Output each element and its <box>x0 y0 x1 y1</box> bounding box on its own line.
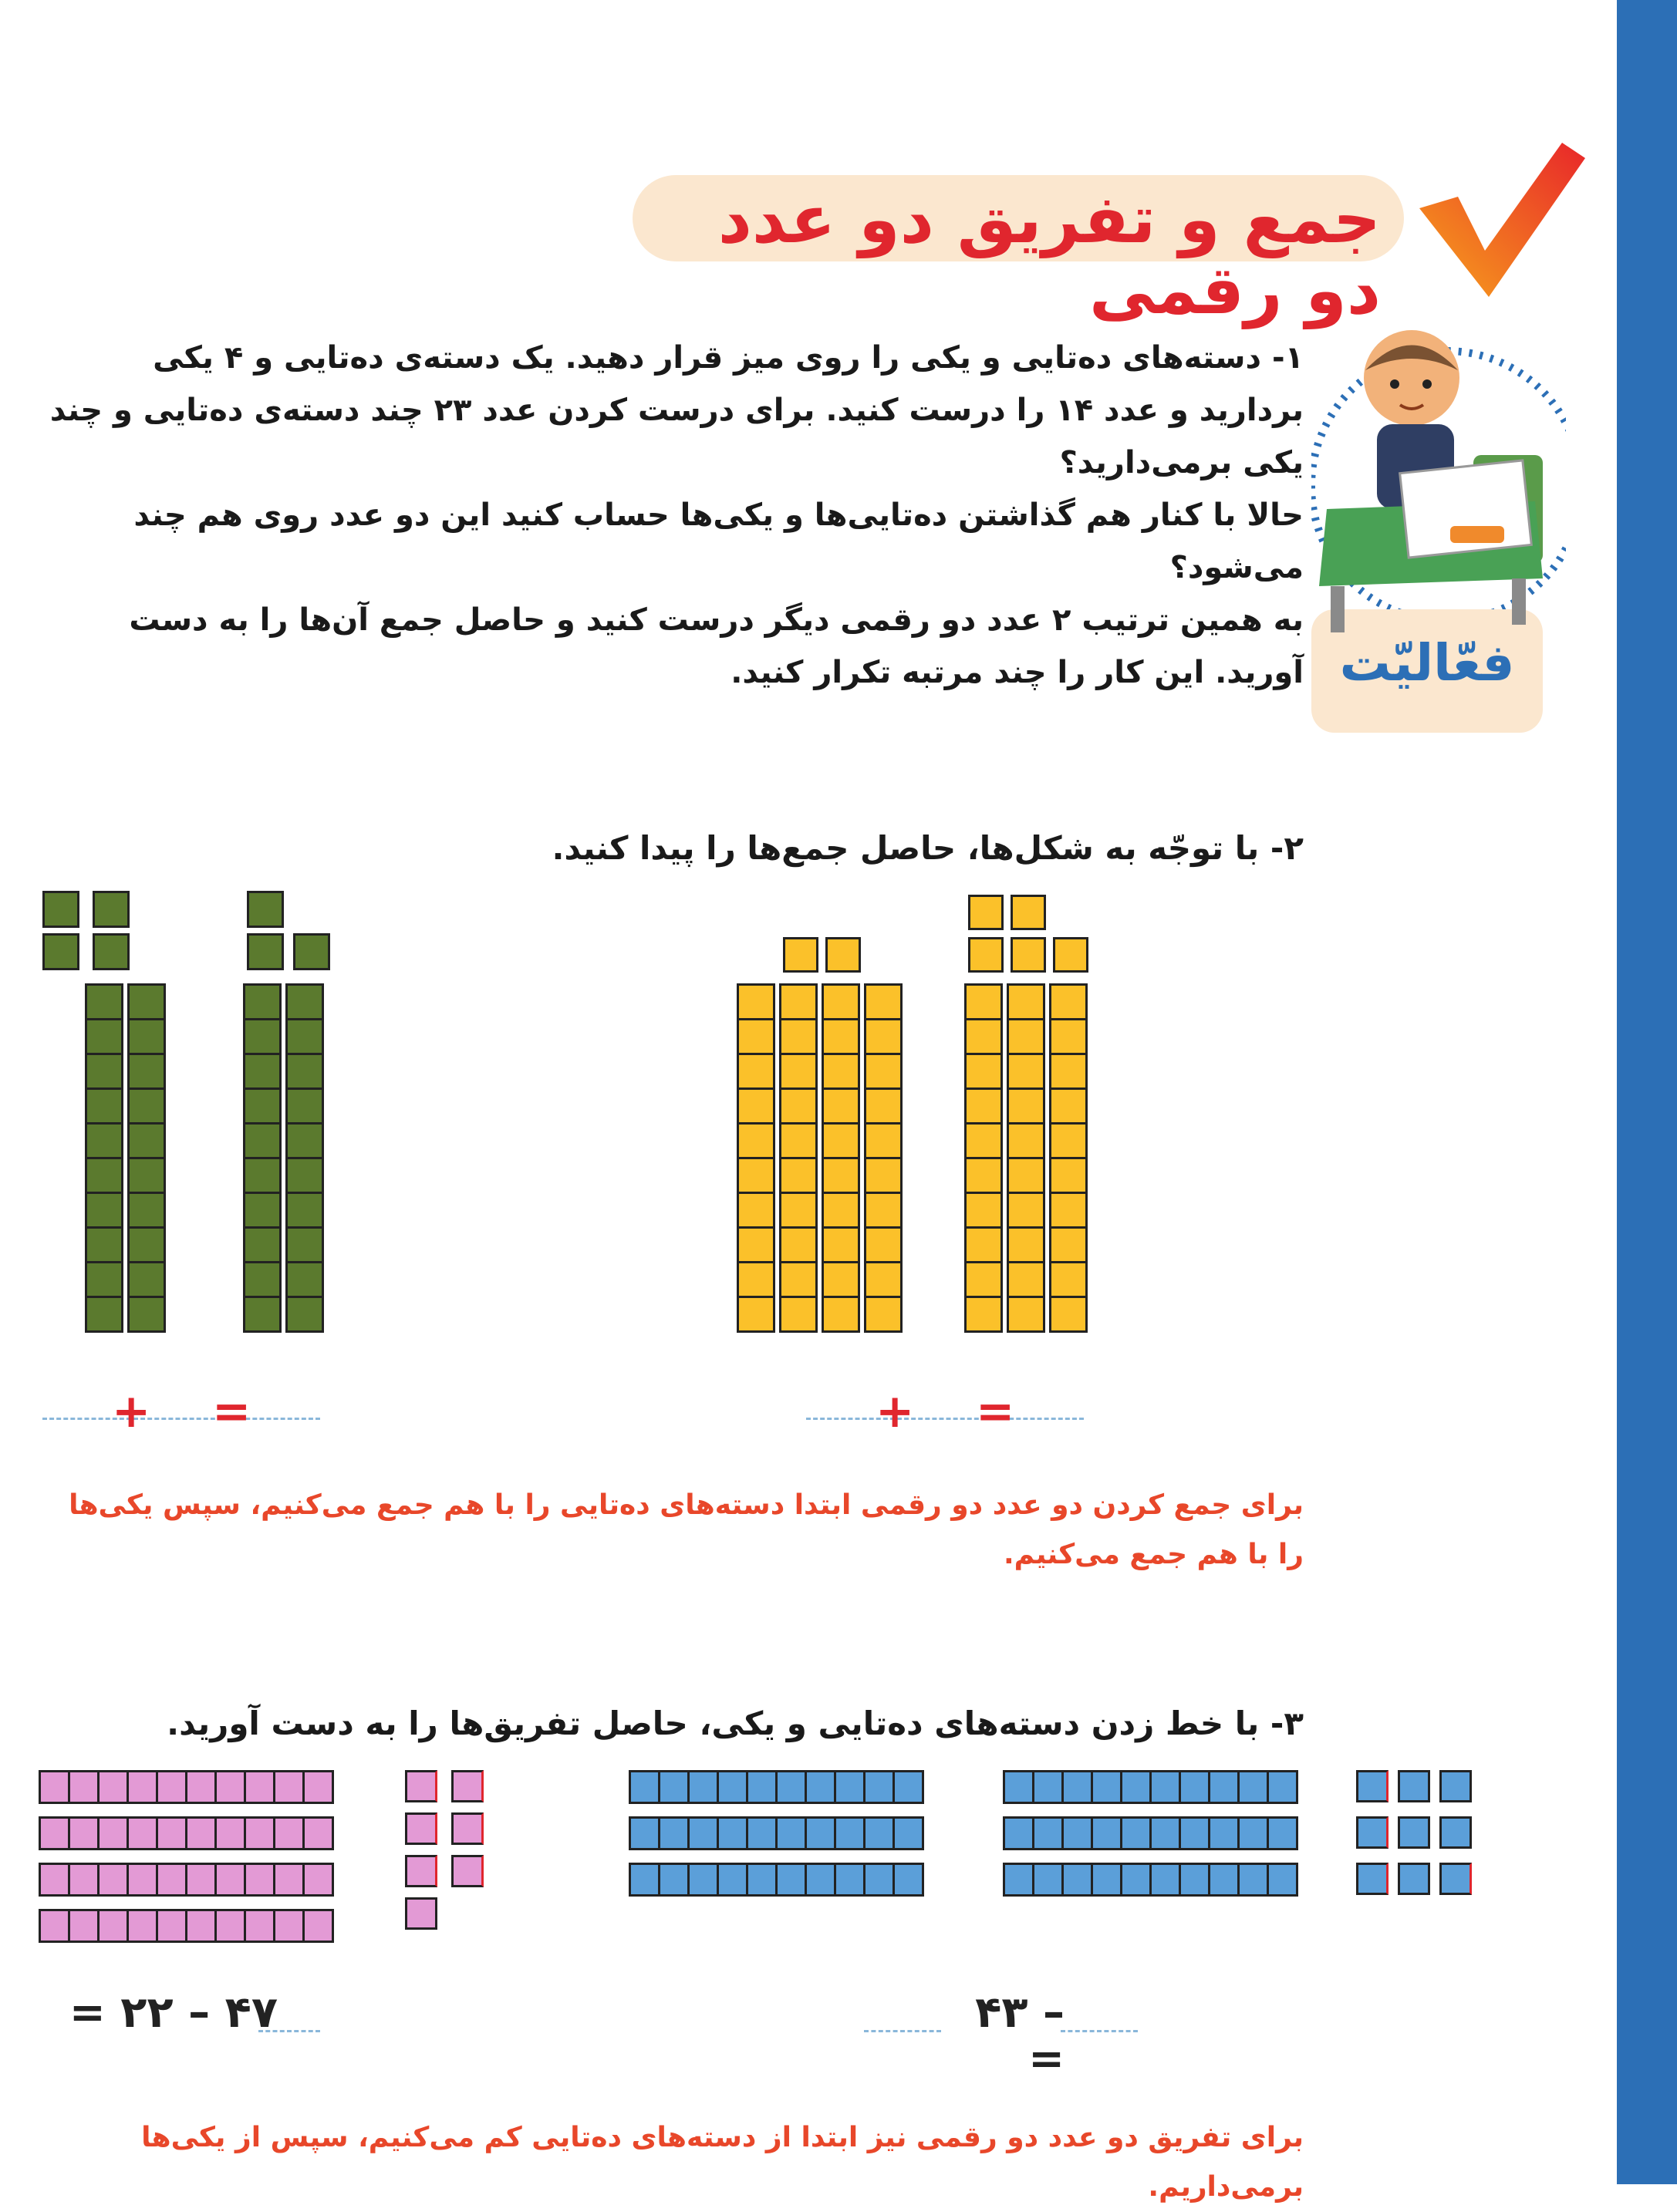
plus-sign: + <box>112 1384 151 1438</box>
rod-cell <box>864 1296 903 1333</box>
rod-cell <box>687 1770 719 1804</box>
rod-cell <box>1179 1770 1210 1804</box>
rod-cell <box>779 1018 818 1055</box>
blue-unit-cube <box>1398 1863 1430 1895</box>
rod-cell <box>746 1863 778 1897</box>
rod-cell <box>302 1816 334 1850</box>
green-ten-rod <box>243 983 282 1333</box>
rod-cell <box>243 1261 282 1298</box>
rod-cell <box>285 983 324 1020</box>
rod-cell <box>737 1018 775 1055</box>
rod-cell <box>302 1863 334 1897</box>
rod-cell <box>864 1122 903 1159</box>
rod-cell <box>285 1296 324 1333</box>
rod-cell <box>1091 1863 1122 1897</box>
yellow-unit-cube <box>968 895 1004 930</box>
rod-cell <box>822 1018 860 1055</box>
rod-cell <box>285 1018 324 1055</box>
rod-cell <box>658 1816 690 1850</box>
blue-unit-cube <box>1356 1863 1389 1895</box>
rod-cell <box>864 1192 903 1229</box>
rod-cell <box>243 1296 282 1333</box>
rod-cell <box>834 1863 865 1897</box>
rod-cell <box>863 1816 895 1850</box>
rod-cell <box>127 1816 158 1850</box>
rod-cell <box>127 1296 166 1333</box>
rod-cell <box>1007 1192 1045 1229</box>
rod-cell <box>822 1192 860 1229</box>
rod-cell <box>1061 1770 1093 1804</box>
page-title: جمع و تفریق دو عدد دو رقمی <box>717 181 1381 329</box>
lesson-title-banner <box>609 166 1404 329</box>
blue-unit-cube <box>1398 1770 1430 1802</box>
rod-cell <box>1007 1157 1045 1194</box>
rod-cell <box>85 1296 123 1333</box>
green-unit-cube <box>93 891 130 928</box>
rod-cell <box>1003 1770 1034 1804</box>
rod-cell <box>127 1122 166 1159</box>
yellow-unit-cube <box>968 937 1004 973</box>
pink-unit-cube <box>405 1812 437 1845</box>
rod-cell <box>737 1122 775 1159</box>
rod-cell <box>737 1192 775 1229</box>
equals-sign: = <box>976 1384 1015 1438</box>
rod-cell <box>85 1122 123 1159</box>
rod-cell <box>737 1157 775 1194</box>
rod-cell <box>1049 1192 1088 1229</box>
rod-cell <box>127 983 166 1020</box>
rod-cell <box>68 1909 100 1943</box>
green-ten-rod <box>127 983 166 1333</box>
rod-cell <box>85 1157 123 1194</box>
rod-cell <box>1120 1770 1152 1804</box>
rod-cell <box>243 1087 282 1125</box>
rod-cell <box>243 1053 282 1090</box>
blue-ten-rod <box>1003 1770 1298 1804</box>
rod-cell <box>1120 1863 1152 1897</box>
rod-cell <box>285 1157 324 1194</box>
rod-cell <box>68 1770 100 1804</box>
rod-cell <box>779 1087 818 1125</box>
rod-cell <box>834 1770 865 1804</box>
rod-cell <box>302 1770 334 1804</box>
rod-cell <box>85 1087 123 1125</box>
rod-cell <box>85 983 123 1020</box>
rod-cell <box>779 1053 818 1090</box>
blue-ten-rod <box>629 1816 924 1850</box>
rod-cell <box>214 1770 246 1804</box>
rod-cell <box>964 1261 1003 1298</box>
rod-cell <box>964 1087 1003 1125</box>
answer-dotted-line <box>42 1418 320 1420</box>
rod-cell <box>1049 1053 1088 1090</box>
rod-cell <box>964 1122 1003 1159</box>
rod-cell <box>964 983 1003 1020</box>
rod-cell <box>39 1863 70 1897</box>
badge-label: فعّالیّت <box>1339 633 1515 693</box>
yellow-ten-rod <box>1007 983 1045 1333</box>
rod-cell <box>285 1122 324 1159</box>
rod-cell <box>1237 1863 1269 1897</box>
rod-cell <box>779 1157 818 1194</box>
yellow-ten-rod <box>964 983 1003 1333</box>
rod-cell <box>1049 1018 1088 1055</box>
rod-cell <box>964 1296 1003 1333</box>
rod-cell <box>1061 1863 1093 1897</box>
green-unit-cube <box>42 933 79 970</box>
green-ten-rod <box>285 983 324 1333</box>
activity-badge <box>1311 316 1566 733</box>
rod-cell <box>892 1863 924 1897</box>
rod-cell <box>285 1261 324 1298</box>
yellow-ten-rod <box>822 983 860 1333</box>
blue-unit-cube <box>1439 1816 1472 1849</box>
rod-cell <box>68 1863 100 1897</box>
rod-cell <box>1179 1863 1210 1897</box>
rod-cell <box>737 1261 775 1298</box>
answer-dotted-line <box>258 2030 320 2032</box>
rod-cell <box>1091 1816 1122 1850</box>
rod-cell <box>85 1192 123 1229</box>
rod-cell <box>822 1157 860 1194</box>
rod-cell <box>244 1909 275 1943</box>
blue-unit-cube <box>1356 1816 1389 1849</box>
rod-cell <box>1007 983 1045 1020</box>
rod-cell <box>822 1053 860 1090</box>
rod-cell <box>1049 1261 1088 1298</box>
blue-unit-cube <box>1398 1816 1430 1849</box>
rod-cell <box>964 1053 1003 1090</box>
checkmark-icon <box>1412 135 1589 305</box>
rod-cell <box>822 1226 860 1263</box>
rod-cell <box>85 1018 123 1055</box>
blue-ten-rod <box>629 1770 924 1804</box>
pink-ten-rod <box>39 1909 334 1943</box>
rod-cell <box>243 1157 282 1194</box>
rod-cell <box>717 1770 748 1804</box>
rod-cell <box>285 1053 324 1090</box>
pink-unit-cube <box>405 1770 437 1802</box>
activity-step-1: ۱- دسته‌های ده‌تایی و یکی را روی میز قرار دهید. یک دسته‌ی ده‌تایی و ۴ یکی بردارید و عدد ۱۴ را درست کنید. برای درست کردن عدد ۲۳ چند دسته‌ی ده‌تایی و چند یکی برمی‌دارید؟ <box>49 340 1304 481</box>
rod-cell <box>39 1909 70 1943</box>
rod-cell <box>822 1296 860 1333</box>
blue-ten-rod <box>1003 1863 1298 1897</box>
rod-cell <box>834 1816 865 1850</box>
rod-cell <box>185 1816 217 1850</box>
equals-sign: = <box>212 1384 251 1438</box>
activity-step-2: حالا با کنار هم گذاشتن ده‌تایی‌ها و یکی‌ها حساب کنید این دو عدد روی هم چند می‌شود؟ <box>133 497 1304 585</box>
pink-unit-cube <box>405 1897 437 1930</box>
blue-ten-rod <box>1003 1816 1298 1850</box>
rod-cell <box>127 1770 158 1804</box>
rod-cell <box>1049 983 1088 1020</box>
rod-cell <box>822 1261 860 1298</box>
rod-cell <box>244 1816 275 1850</box>
rod-cell <box>243 1018 282 1055</box>
rod-cell <box>273 1816 305 1850</box>
rod-cell <box>1061 1816 1093 1850</box>
yellow-ten-rod <box>737 983 775 1333</box>
rod-cell <box>1179 1816 1210 1850</box>
rod-cell <box>864 1226 903 1263</box>
rod-cell <box>1149 1816 1181 1850</box>
rod-cell <box>658 1770 690 1804</box>
green-unit-cube <box>93 933 130 970</box>
rod-cell <box>243 983 282 1020</box>
rod-cell <box>775 1770 807 1804</box>
rod-cell <box>302 1909 334 1943</box>
rod-cell <box>127 1157 166 1194</box>
rod-cell <box>1007 1261 1045 1298</box>
rod-cell <box>892 1816 924 1850</box>
rod-cell <box>1049 1157 1088 1194</box>
rod-cell <box>1003 1863 1034 1897</box>
rod-cell <box>775 1816 807 1850</box>
rod-cell <box>127 1087 166 1125</box>
side-color-band <box>1617 0 1677 2184</box>
activity-step-3: به همین ترتیب ۲ عدد دو رقمی دیگر درست کنید و حاصل جمع آن‌ها را به دست آورید. این کار را چند مرتبه تکرار کنید. <box>129 602 1304 690</box>
pink-ten-rod <box>39 1863 334 1897</box>
rod-cell <box>1007 1087 1045 1125</box>
pink-unit-cube <box>451 1855 484 1887</box>
green-ten-rod <box>85 983 123 1333</box>
rod-cell <box>1032 1816 1064 1850</box>
rod-cell <box>737 1053 775 1090</box>
rod-cell <box>244 1770 275 1804</box>
rod-cell <box>746 1816 778 1850</box>
answer-dotted-line <box>864 2030 941 2032</box>
rod-cell <box>964 1226 1003 1263</box>
rod-cell <box>273 1909 305 1943</box>
rod-cell <box>1267 1816 1298 1850</box>
rod-cell <box>864 1261 903 1298</box>
rod-cell <box>658 1863 690 1897</box>
rod-cell <box>687 1863 719 1897</box>
yellow-unit-cube <box>1011 895 1046 930</box>
rod-cell <box>97 1863 129 1897</box>
green-unit-cube <box>42 891 79 928</box>
rod-cell <box>127 1053 166 1090</box>
pink-ten-rod <box>39 1816 334 1850</box>
subtraction-expression: ۴۷ – ۲۲ = <box>69 1988 278 2038</box>
answer-dotted-line <box>1061 2030 1138 2032</box>
rod-cell <box>737 1296 775 1333</box>
rod-cell <box>805 1816 836 1850</box>
rod-cell <box>779 1122 818 1159</box>
rod-cell <box>964 1018 1003 1055</box>
blue-unit-cube <box>1439 1863 1472 1895</box>
green-unit-cube <box>247 891 284 928</box>
question-3: ۳- با خط زدن دسته‌های ده‌تایی و یکی، حاصل تفریق‌ها را به دست آورید. <box>167 1705 1304 1742</box>
rod-cell <box>214 1863 246 1897</box>
rod-cell <box>1237 1816 1269 1850</box>
pink-ten-rod <box>39 1770 334 1804</box>
rod-cell <box>629 1770 660 1804</box>
rod-cell <box>737 1087 775 1125</box>
rod-cell <box>85 1261 123 1298</box>
subtraction-rule-note: برای تفریق دو عدد دو رقمی نیز ابتدا از دسته‌های ده‌تایی کم می‌کنیم، سپس از یکی‌ها برمی‌داریم. <box>141 2122 1304 2203</box>
green-unit-cube <box>293 933 330 970</box>
rod-cell <box>717 1863 748 1897</box>
rod-cell <box>97 1770 129 1804</box>
rod-cell <box>629 1816 660 1850</box>
rod-cell <box>864 1087 903 1125</box>
rod-cell <box>629 1863 660 1897</box>
rod-cell <box>243 1192 282 1229</box>
rod-cell <box>864 1157 903 1194</box>
rod-cell <box>1267 1770 1298 1804</box>
rod-cell <box>1149 1863 1181 1897</box>
yellow-unit-cube <box>783 937 818 973</box>
rod-cell <box>1049 1296 1088 1333</box>
rod-cell <box>1208 1770 1240 1804</box>
rod-cell <box>805 1770 836 1804</box>
rod-cell <box>97 1816 129 1850</box>
rod-cell <box>822 1122 860 1159</box>
rod-cell <box>1208 1863 1240 1897</box>
rod-cell <box>127 1261 166 1298</box>
yellow-ten-rod <box>864 983 903 1333</box>
plus-sign: + <box>876 1384 915 1438</box>
rod-cell <box>1267 1863 1298 1897</box>
rod-cell <box>1007 1053 1045 1090</box>
rod-cell <box>1091 1770 1122 1804</box>
rod-cell <box>779 1296 818 1333</box>
rod-cell <box>1049 1087 1088 1125</box>
blue-unit-cube <box>1439 1770 1472 1802</box>
yellow-unit-cube <box>1011 937 1046 973</box>
rod-cell <box>1007 1296 1045 1333</box>
rod-cell <box>273 1770 305 1804</box>
rod-cell <box>1007 1122 1045 1159</box>
rod-cell <box>737 1226 775 1263</box>
rod-cell <box>285 1192 324 1229</box>
rod-cell <box>243 1226 282 1263</box>
pink-unit-cube <box>451 1770 484 1802</box>
rod-cell <box>85 1053 123 1090</box>
rod-cell <box>156 1909 187 1943</box>
rod-cell <box>964 1192 1003 1229</box>
pink-unit-cube <box>451 1812 484 1845</box>
rod-cell <box>127 1909 158 1943</box>
rod-cell <box>1208 1816 1240 1850</box>
pink-unit-cube <box>405 1855 437 1887</box>
question-2: ۲- با توجّه به شکل‌ها، حاصل جمع‌ها را پیدا کنید. <box>552 829 1304 867</box>
rod-cell <box>775 1863 807 1897</box>
yellow-ten-rod <box>1049 983 1088 1333</box>
rod-cell <box>127 1192 166 1229</box>
rod-cell <box>97 1909 129 1943</box>
rod-cell <box>127 1018 166 1055</box>
rod-cell <box>39 1770 70 1804</box>
rod-cell <box>863 1770 895 1804</box>
rod-cell <box>1003 1816 1034 1850</box>
rod-cell <box>185 1909 217 1943</box>
rod-cell <box>864 983 903 1020</box>
rod-cell <box>822 1087 860 1125</box>
rod-cell <box>156 1816 187 1850</box>
rod-cell <box>1049 1122 1088 1159</box>
rod-cell <box>243 1122 282 1159</box>
rod-cell <box>85 1226 123 1263</box>
rod-cell <box>964 1157 1003 1194</box>
blue-unit-cube <box>1356 1770 1389 1802</box>
rod-cell <box>1049 1226 1088 1263</box>
subtraction-expression: – ۴۳ = <box>975 1988 1065 2084</box>
rod-cell <box>779 983 818 1020</box>
rod-cell <box>737 983 775 1020</box>
rod-cell <box>156 1770 187 1804</box>
rod-cell <box>863 1863 895 1897</box>
rod-cell <box>39 1816 70 1850</box>
rod-cell <box>285 1226 324 1263</box>
yellow-unit-cube <box>825 937 861 973</box>
rod-cell <box>1032 1863 1064 1897</box>
rod-cell <box>717 1816 748 1850</box>
rod-cell <box>185 1770 217 1804</box>
answer-dotted-line <box>806 1418 1084 1420</box>
rod-cell <box>127 1226 166 1263</box>
rod-cell <box>214 1816 246 1850</box>
rod-cell <box>822 983 860 1020</box>
rod-cell <box>1007 1018 1045 1055</box>
rod-cell <box>1120 1816 1152 1850</box>
rod-cell <box>892 1770 924 1804</box>
rod-cell <box>779 1192 818 1229</box>
rod-cell <box>68 1816 100 1850</box>
rod-cell <box>1149 1770 1181 1804</box>
rod-cell <box>746 1770 778 1804</box>
rod-cell <box>779 1261 818 1298</box>
rod-cell <box>805 1863 836 1897</box>
rod-cell <box>864 1053 903 1090</box>
yellow-unit-cube <box>1053 937 1088 973</box>
rod-cell <box>127 1863 158 1897</box>
rod-cell <box>273 1863 305 1897</box>
rod-cell <box>687 1816 719 1850</box>
blue-ten-rod <box>629 1863 924 1897</box>
rod-cell <box>285 1087 324 1125</box>
rod-cell <box>156 1863 187 1897</box>
rod-cell <box>185 1863 217 1897</box>
rod-cell <box>1032 1770 1064 1804</box>
rod-cell <box>864 1018 903 1055</box>
rod-cell <box>244 1863 275 1897</box>
yellow-ten-rod <box>779 983 818 1333</box>
addition-rule-note: برای جمع کردن دو عدد دو رقمی ابتدا دسته‌های ده‌تایی را با هم جمع می‌کنیم، سپس یکی‌ها را با هم جمع می‌کنیم. <box>69 1489 1304 1570</box>
green-unit-cube <box>247 933 284 970</box>
rod-cell <box>214 1909 246 1943</box>
rod-cell <box>1007 1226 1045 1263</box>
rod-cell <box>779 1226 818 1263</box>
rod-cell <box>1237 1770 1269 1804</box>
